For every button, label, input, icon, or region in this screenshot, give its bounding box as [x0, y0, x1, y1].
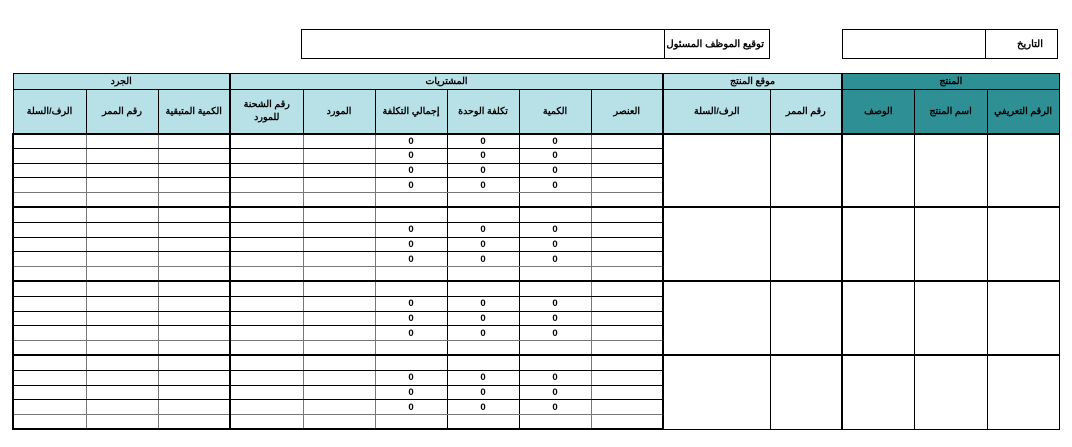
cell-stock-aisle[interactable] — [86, 237, 158, 252]
col-header-supplier: المورد — [303, 90, 375, 134]
cell-unit-cost[interactable]: 0 — [447, 148, 519, 163]
cell-stock-aisle[interactable] — [86, 385, 158, 400]
table-row — [13, 207, 1059, 222]
cell-total-cost[interactable]: 0 — [375, 370, 447, 385]
cell-supplier-shipment-no[interactable] — [230, 237, 303, 252]
cell-quantity[interactable] — [519, 207, 591, 222]
cell-item[interactable] — [591, 415, 663, 430]
col-header-total-cost: إجمالي التكلفة — [375, 90, 447, 134]
cell-product-name[interactable] — [914, 134, 987, 208]
cell-item[interactable] — [591, 281, 663, 296]
cell-stock-aisle[interactable] — [86, 326, 158, 341]
table-row — [13, 355, 1059, 370]
cell-supplier-shipment-no[interactable] — [230, 281, 303, 296]
cell-item[interactable] — [591, 355, 663, 370]
cell-remaining-qty[interactable] — [158, 178, 230, 193]
cell-description[interactable] — [842, 207, 914, 281]
cell-stock-shelf-bin[interactable] — [13, 341, 86, 356]
cell-supplier[interactable] — [303, 326, 375, 341]
cell-unit-cost[interactable]: 0 — [447, 252, 519, 267]
column-header-row — [13, 90, 1059, 134]
cell-quantity[interactable]: 0 — [519, 296, 591, 311]
cell-unit-cost[interactable] — [447, 415, 519, 430]
col-header-item: العنصر — [591, 90, 663, 134]
cell-remaining-qty[interactable] — [158, 341, 230, 356]
cell-item[interactable] — [591, 400, 663, 415]
cell-supplier[interactable] — [303, 415, 375, 430]
cell-stock-shelf-bin[interactable] — [13, 267, 86, 282]
cell-remaining-qty[interactable] — [158, 326, 230, 341]
cell-stock-shelf-bin[interactable] — [13, 326, 86, 341]
cell-stock-aisle[interactable] — [86, 296, 158, 311]
cell-supplier-shipment-no[interactable] — [230, 134, 303, 149]
cell-unit-cost[interactable] — [447, 355, 519, 370]
cell-item[interactable] — [591, 341, 663, 356]
cell-shelf-bin[interactable] — [663, 281, 770, 355]
cell-item[interactable] — [591, 163, 663, 178]
cell-aisle[interactable] — [770, 207, 842, 281]
col-header-unit-cost: تكلفة الوحدة — [447, 90, 519, 134]
cell-total-cost[interactable]: 0 — [375, 134, 447, 149]
cell-stock-aisle[interactable] — [86, 341, 158, 356]
cell-supplier-shipment-no[interactable] — [230, 222, 303, 237]
cell-unit-cost[interactable]: 0 — [447, 326, 519, 341]
cell-item[interactable] — [591, 193, 663, 208]
cell-product-name[interactable] — [914, 207, 987, 281]
cell-supplier-shipment-no[interactable] — [230, 400, 303, 415]
group-header-product: المنتج — [842, 74, 1059, 90]
col-header-product-name: اسم المنتج — [914, 90, 987, 134]
cell-remaining-qty[interactable] — [158, 355, 230, 370]
cell-total-cost[interactable]: 0 — [375, 222, 447, 237]
cell-aisle[interactable] — [770, 281, 842, 355]
cell-remaining-qty[interactable] — [158, 207, 230, 222]
cell-unit-cost[interactable]: 0 — [447, 163, 519, 178]
cell-supplier[interactable] — [303, 252, 375, 267]
cell-supplier[interactable] — [303, 222, 375, 237]
cell-stock-shelf-bin[interactable] — [13, 148, 86, 163]
cell-unit-cost[interactable]: 0 — [447, 237, 519, 252]
cell-item[interactable] — [591, 134, 663, 149]
cell-quantity[interactable] — [519, 355, 591, 370]
cell-supplier[interactable] — [303, 400, 375, 415]
cell-quantity[interactable]: 0 — [519, 237, 591, 252]
cell-supplier-shipment-no[interactable] — [230, 326, 303, 341]
cell-stock-shelf-bin[interactable] — [13, 370, 86, 385]
cell-supplier[interactable] — [303, 178, 375, 193]
cell-supplier[interactable] — [303, 148, 375, 163]
cell-item[interactable] — [591, 267, 663, 282]
cell-quantity[interactable]: 0 — [519, 311, 591, 326]
cell-product-id[interactable] — [987, 134, 1059, 208]
cell-remaining-qty[interactable] — [158, 193, 230, 208]
cell-supplier-shipment-no[interactable] — [230, 385, 303, 400]
cell-stock-shelf-bin[interactable] — [13, 415, 86, 430]
cell-total-cost[interactable] — [375, 281, 447, 296]
date-field[interactable] — [843, 30, 985, 58]
cell-item[interactable] — [591, 296, 663, 311]
table-row — [13, 134, 1059, 149]
responsible-employee-signature — [301, 29, 770, 59]
cell-unit-cost[interactable] — [447, 207, 519, 222]
cell-quantity[interactable]: 0 — [519, 222, 591, 237]
group-header-stocktake: الجرد — [13, 74, 230, 90]
cell-item[interactable] — [591, 207, 663, 222]
cell-aisle[interactable] — [770, 134, 842, 208]
cell-remaining-qty[interactable] — [158, 311, 230, 326]
cell-aisle[interactable] — [770, 355, 842, 429]
cell-item[interactable] — [591, 252, 663, 267]
cell-stock-aisle[interactable] — [86, 252, 158, 267]
cell-quantity[interactable] — [519, 267, 591, 282]
cell-total-cost[interactable] — [375, 267, 447, 282]
cell-supplier-shipment-no[interactable] — [230, 296, 303, 311]
cell-unit-cost[interactable]: 0 — [447, 178, 519, 193]
cell-unit-cost[interactable] — [447, 193, 519, 208]
cell-total-cost[interactable]: 0 — [375, 326, 447, 341]
cell-unit-cost[interactable]: 0 — [447, 296, 519, 311]
cell-product-name[interactable] — [914, 355, 987, 429]
cell-quantity[interactable]: 0 — [519, 326, 591, 341]
cell-total-cost[interactable] — [375, 341, 447, 356]
cell-item[interactable] — [591, 370, 663, 385]
col-header-quantity: الكمية — [519, 90, 591, 134]
cell-supplier[interactable] — [303, 207, 375, 222]
cell-total-cost[interactable] — [375, 193, 447, 208]
cell-stock-shelf-bin[interactable] — [13, 385, 86, 400]
inventory-table — [12, 73, 1060, 430]
cell-supplier[interactable] — [303, 385, 375, 400]
cell-stock-shelf-bin[interactable] — [13, 222, 86, 237]
cell-quantity[interactable]: 0 — [519, 148, 591, 163]
cell-remaining-qty[interactable] — [158, 281, 230, 296]
cell-stock-shelf-bin[interactable] — [13, 207, 86, 222]
cell-stock-shelf-bin[interactable] — [13, 134, 86, 149]
cell-supplier-shipment-no[interactable] — [230, 252, 303, 267]
cell-supplier-shipment-no[interactable] — [230, 207, 303, 222]
col-header-description: الوصف — [842, 90, 914, 134]
cell-total-cost[interactable] — [375, 415, 447, 430]
cell-remaining-qty[interactable] — [158, 237, 230, 252]
date-label: التاريخ — [985, 30, 1057, 58]
cell-quantity[interactable] — [519, 341, 591, 356]
cell-item[interactable] — [591, 178, 663, 193]
cell-total-cost[interactable]: 0 — [375, 385, 447, 400]
cell-unit-cost[interactable] — [447, 267, 519, 282]
cell-stock-shelf-bin[interactable] — [13, 400, 86, 415]
cell-remaining-qty[interactable] — [158, 296, 230, 311]
cell-total-cost[interactable]: 0 — [375, 163, 447, 178]
cell-unit-cost[interactable] — [447, 341, 519, 356]
cell-stock-aisle[interactable] — [86, 178, 158, 193]
cell-supplier[interactable] — [303, 193, 375, 208]
cell-quantity[interactable]: 0 — [519, 370, 591, 385]
cell-remaining-qty[interactable] — [158, 163, 230, 178]
cell-remaining-qty[interactable] — [158, 134, 230, 149]
cell-supplier-shipment-no[interactable] — [230, 355, 303, 370]
cell-total-cost[interactable] — [375, 207, 447, 222]
cell-supplier[interactable] — [303, 267, 375, 282]
col-header-remaining-qty: الكمية المتبقية — [158, 90, 230, 134]
cell-description[interactable] — [842, 355, 914, 429]
cell-stock-aisle[interactable] — [86, 355, 158, 370]
cell-description[interactable] — [842, 281, 914, 355]
cell-remaining-qty[interactable] — [158, 267, 230, 282]
cell-remaining-qty[interactable] — [158, 415, 230, 430]
cell-quantity[interactable] — [519, 193, 591, 208]
cell-product-id[interactable] — [987, 281, 1059, 355]
cell-remaining-qty[interactable] — [158, 252, 230, 267]
cell-stock-shelf-bin[interactable] — [13, 296, 86, 311]
cell-unit-cost[interactable]: 0 — [447, 222, 519, 237]
cell-total-cost[interactable]: 0 — [375, 148, 447, 163]
group-header-product-location: موقع المنتج — [663, 74, 842, 90]
cell-stock-aisle[interactable] — [86, 281, 158, 296]
col-header-shelf-bin: الرف/السلة — [663, 90, 770, 134]
cell-total-cost[interactable]: 0 — [375, 400, 447, 415]
cell-remaining-qty[interactable] — [158, 370, 230, 385]
col-header-stock-aisle: رقم الممر — [86, 90, 158, 134]
cell-supplier-shipment-no[interactable] — [230, 415, 303, 430]
cell-quantity[interactable]: 0 — [519, 134, 591, 149]
cell-stock-shelf-bin[interactable] — [13, 311, 86, 326]
cell-supplier[interactable] — [303, 237, 375, 252]
col-header-aisle: رقم الممر — [770, 90, 842, 134]
cell-unit-cost[interactable]: 0 — [447, 134, 519, 149]
cell-supplier-shipment-no[interactable] — [230, 193, 303, 208]
cell-remaining-qty[interactable] — [158, 148, 230, 163]
cell-description[interactable] — [842, 134, 914, 208]
cell-unit-cost[interactable] — [447, 281, 519, 296]
cell-shelf-bin[interactable] — [663, 207, 770, 281]
cell-stock-aisle[interactable] — [86, 207, 158, 222]
cell-item[interactable] — [591, 385, 663, 400]
cell-supplier-shipment-no[interactable] — [230, 163, 303, 178]
cell-shelf-bin[interactable] — [663, 134, 770, 208]
cell-supplier[interactable] — [303, 370, 375, 385]
cell-quantity[interactable] — [519, 415, 591, 430]
cell-quantity[interactable] — [519, 281, 591, 296]
table-row — [13, 281, 1059, 296]
cell-supplier-shipment-no[interactable] — [230, 178, 303, 193]
cell-remaining-qty[interactable] — [158, 385, 230, 400]
cell-stock-shelf-bin[interactable] — [13, 281, 86, 296]
cell-supplier-shipment-no[interactable] — [230, 370, 303, 385]
date-block — [842, 29, 1058, 59]
group-header-row — [13, 74, 1059, 90]
cell-product-name[interactable] — [914, 281, 987, 355]
cell-total-cost[interactable]: 0 — [375, 311, 447, 326]
cell-stock-aisle[interactable] — [86, 311, 158, 326]
cell-total-cost[interactable]: 0 — [375, 237, 447, 252]
cell-supplier-shipment-no[interactable] — [230, 148, 303, 163]
cell-quantity[interactable]: 0 — [519, 400, 591, 415]
cell-supplier[interactable] — [303, 163, 375, 178]
cell-stock-shelf-bin[interactable] — [13, 163, 86, 178]
cell-stock-aisle[interactable] — [86, 163, 158, 178]
cell-item[interactable] — [591, 148, 663, 163]
cell-remaining-qty[interactable] — [158, 400, 230, 415]
cell-total-cost[interactable]: 0 — [375, 252, 447, 267]
cell-supplier[interactable] — [303, 281, 375, 296]
cell-total-cost[interactable]: 0 — [375, 296, 447, 311]
cell-remaining-qty[interactable] — [158, 222, 230, 237]
cell-stock-aisle[interactable] — [86, 148, 158, 163]
cell-item[interactable] — [591, 222, 663, 237]
cell-total-cost[interactable]: 0 — [375, 178, 447, 193]
cell-supplier-shipment-no[interactable] — [230, 267, 303, 282]
cell-stock-aisle[interactable] — [86, 134, 158, 149]
cell-total-cost[interactable] — [375, 355, 447, 370]
cell-stock-aisle[interactable] — [86, 193, 158, 208]
cell-supplier[interactable] — [303, 341, 375, 356]
cell-stock-aisle[interactable] — [86, 222, 158, 237]
cell-supplier[interactable] — [303, 296, 375, 311]
cell-product-id[interactable] — [987, 355, 1059, 429]
cell-item[interactable] — [591, 311, 663, 326]
cell-stock-shelf-bin[interactable] — [13, 252, 86, 267]
cell-stock-aisle[interactable] — [86, 415, 158, 430]
cell-stock-shelf-bin[interactable] — [13, 237, 86, 252]
cell-stock-shelf-bin[interactable] — [13, 178, 86, 193]
cell-shelf-bin[interactable] — [663, 355, 770, 429]
cell-unit-cost[interactable]: 0 — [447, 370, 519, 385]
cell-supplier-shipment-no[interactable] — [230, 341, 303, 356]
cell-supplier[interactable] — [303, 311, 375, 326]
cell-supplier[interactable] — [303, 134, 375, 149]
group-header-purchases: المشتريات — [230, 74, 663, 90]
cell-unit-cost[interactable]: 0 — [447, 311, 519, 326]
cell-stock-shelf-bin[interactable] — [13, 355, 86, 370]
cell-stock-aisle[interactable] — [86, 400, 158, 415]
cell-unit-cost[interactable]: 0 — [447, 400, 519, 415]
col-header-stock-shelf-bin: الرف/السلة — [13, 90, 86, 134]
cell-quantity[interactable]: 0 — [519, 163, 591, 178]
signature-field[interactable] — [302, 30, 664, 58]
cell-stock-aisle[interactable] — [86, 267, 158, 282]
cell-item[interactable] — [591, 326, 663, 341]
cell-product-id[interactable] — [987, 207, 1059, 281]
table-body — [13, 134, 1059, 430]
cell-quantity[interactable]: 0 — [519, 252, 591, 267]
cell-stock-aisle[interactable] — [86, 370, 158, 385]
cell-stock-shelf-bin[interactable] — [13, 193, 86, 208]
signature-label: توقيع الموظف المسئول — [664, 30, 769, 58]
cell-quantity[interactable]: 0 — [519, 385, 591, 400]
cell-unit-cost[interactable]: 0 — [447, 385, 519, 400]
cell-supplier[interactable] — [303, 355, 375, 370]
cell-item[interactable] — [591, 237, 663, 252]
col-header-id: الرقم التعريفي — [987, 90, 1059, 134]
cell-supplier-shipment-no[interactable] — [230, 311, 303, 326]
col-header-supplier-shipment-no: رقم الشحنة للمورد — [230, 90, 303, 134]
cell-quantity[interactable]: 0 — [519, 178, 591, 193]
